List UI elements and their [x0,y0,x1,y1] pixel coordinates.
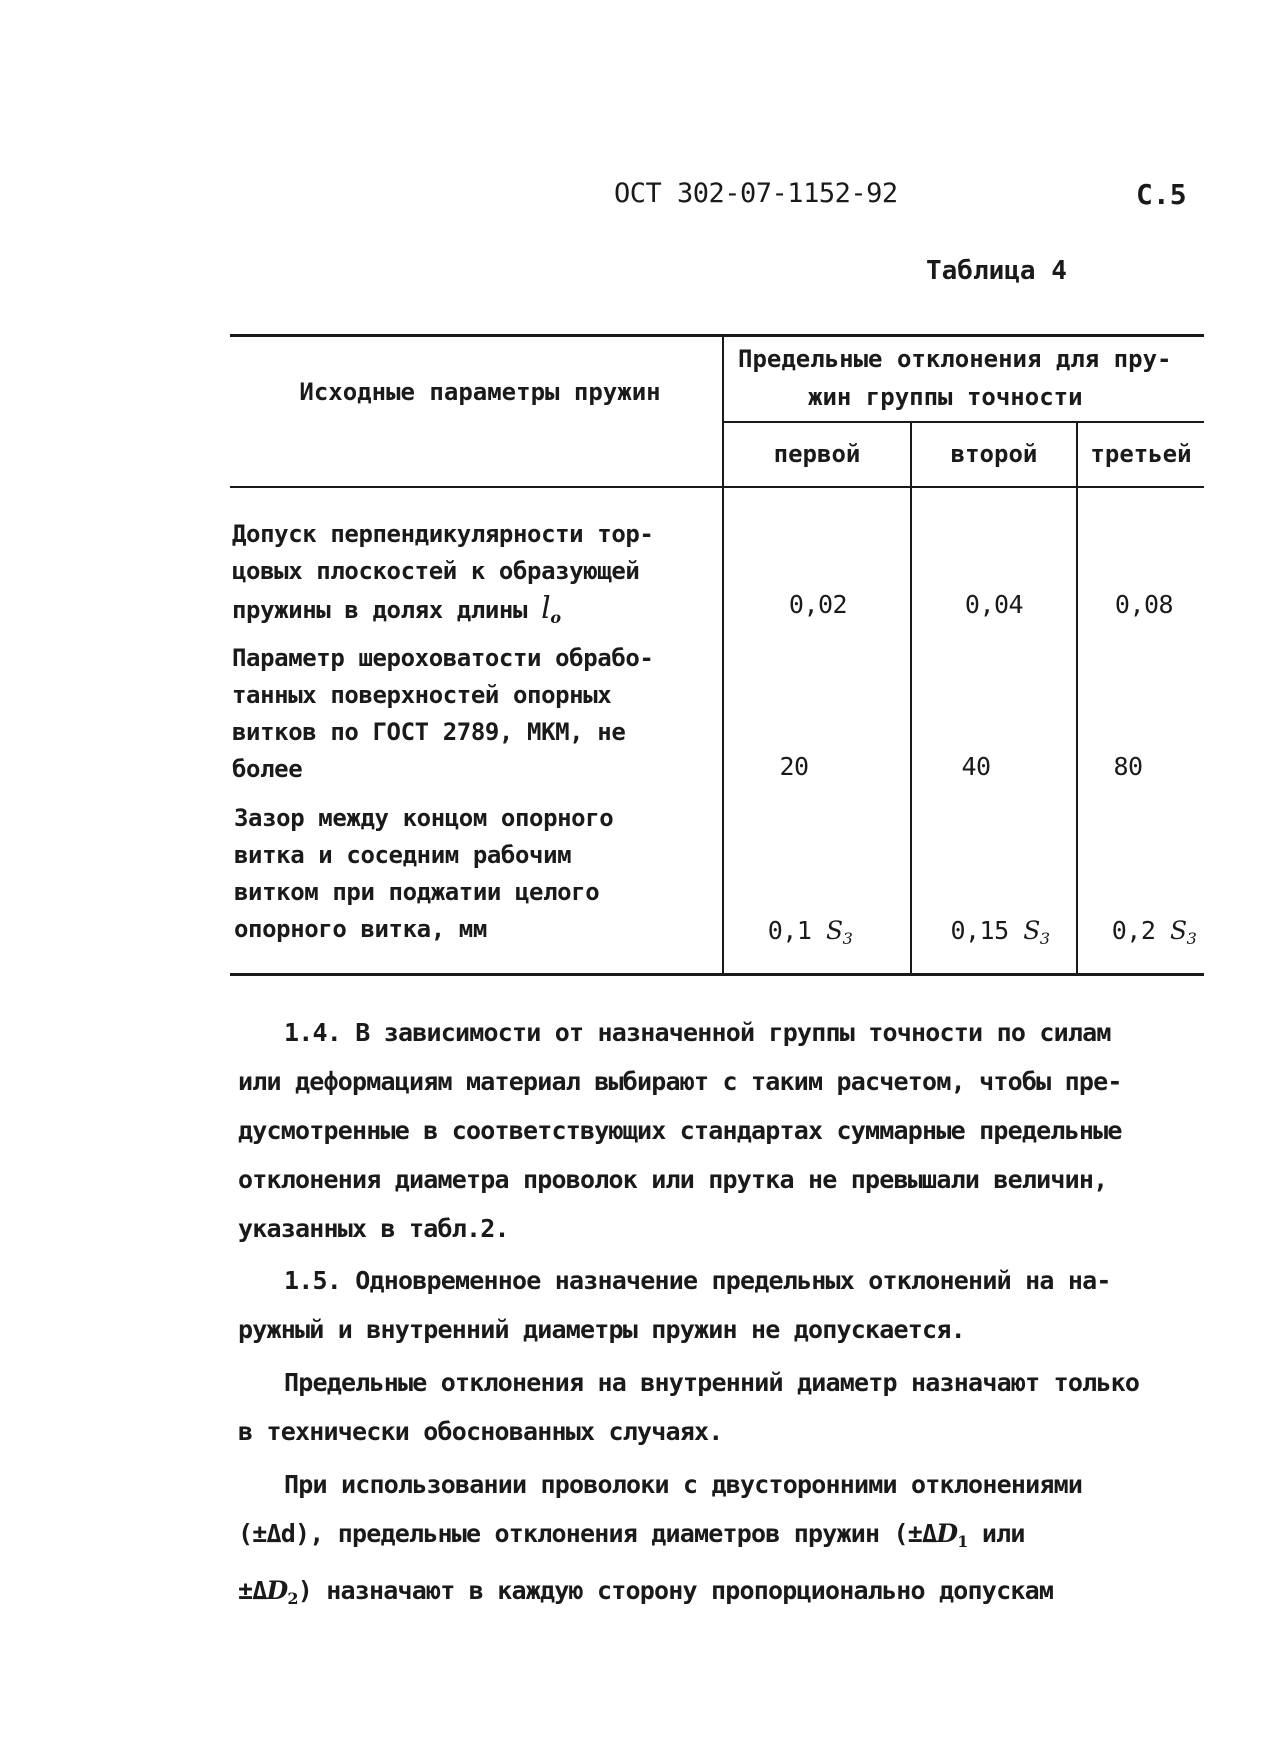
p15-line-1 [238,1256,1198,1305]
coil-gap-symbol-sub: 3 [1039,929,1050,948]
row-2-line-2: танных поверхностей опорных [232,681,612,709]
row-3-val-3 [1074,916,1234,948]
group-header [730,340,1208,416]
diameter-symbol: D [936,1519,958,1548]
row-3-line-3: витком при поджатии целого [234,878,600,906]
p14-line-4: отклонения диаметра проволок или прутка не превышали величин, [238,1165,1108,1194]
coil-gap-symbol: S [1023,916,1040,945]
row-3-line-2: витка и соседним рабочим [234,841,572,869]
coil-gap-symbol-sub: 3 [1186,929,1197,948]
table-label: Таблица 4 [926,256,1067,286]
table-top-rule [230,334,1204,337]
row-1-line-1: Допуск перпендикулярности тор- [232,520,654,548]
p14-line-3: дусмотренные в соответствующих стандартах суммарные предельные [238,1116,1122,1145]
length-symbol-sub: o [550,608,561,627]
paragraph-wire-deviations [238,1460,1198,1623]
p17-line-3-a: ±Δ [238,1576,267,1605]
diameter-sub-2: 2 [287,1589,298,1608]
row-2-val-3: 80 [1113,752,1143,781]
row-2-val-2: 40 [961,752,991,781]
paragraph-1-5 [238,1256,1198,1354]
row-2-line-4: более [232,755,303,783]
row-1-val-3: 0,08 [1114,590,1174,619]
column-divider-1 [722,334,724,973]
p14-line-1 [238,1008,1198,1057]
diameter-sub-1: 1 [957,1532,968,1551]
p17-line-3-b: ) назначают в каждую сторону пропорционально допускам [297,1576,1054,1605]
p17-line-1 [238,1460,1198,1509]
row-1-line-3-text: пружины в долях длины [232,596,528,624]
p15-line-1-text: 1.5. Одновременное назначение предельных отклонений на на- [284,1266,1111,1295]
tolerance-table [230,334,1204,976]
row-1-val-2: 0,04 [964,590,1024,619]
row-1-line-3 [232,590,702,636]
param-header [270,374,690,410]
p17-line-2-b: или [967,1519,1025,1548]
length-symbol: l [541,591,551,626]
row-2-line-3: витков по ГОСТ 2789, МКМ, не [232,718,626,746]
p17-line-2-a: (±Δd), предельные отклонения диаметров пружин (±Δ [238,1519,937,1548]
header-bottom-rule [230,486,1204,488]
p14-line-2: или деформациям материал выбирают с таким расчетом, чтобы пре- [238,1067,1122,1096]
row-2-line-1: Параметр шероховатости обрабо- [232,644,654,672]
subcol-third: третьей [1090,440,1192,468]
coil-gap-symbol: S [825,916,843,945]
row-3-line-4: опорного витка, мм [234,915,487,943]
p17-line-2 [238,1509,1198,1566]
group-header-line-2: жин группы точности [808,383,1083,411]
p17-line-3 [238,1566,1198,1623]
p17-line-1-text: При использовании проволоки с двусторонними отклонениями [284,1470,1083,1499]
row-3-param [234,800,704,948]
row-2-val-1: 20 [779,752,809,781]
paragraph-1-4 [238,1008,1198,1253]
p16-line-2: в технически обоснованных случаях. [238,1417,723,1446]
page-number: С.5 [1136,178,1187,211]
paragraph-internal-diameter [238,1358,1198,1456]
param-header-text: Исходные параметры пружин [299,378,661,406]
diameter-symbol: D [266,1576,288,1605]
subcol-second: второй [950,440,1038,468]
row-1-line-2: цовых плоскостей к образующей [232,557,640,585]
p16-line-1 [238,1358,1198,1407]
row-1-val-1: 0,02 [788,590,848,619]
p14-line-5: указанных в табл.2. [238,1214,509,1243]
coil-gap-symbol-sub: 3 [842,929,853,948]
p16-line-1-text: Предельные отклонения на внутренний диаметр назначают только [284,1368,1140,1397]
group-header-line-1: Предельные отклонения для пру- [738,345,1172,373]
row-3-val-2 [920,916,1080,948]
p15-line-2: ружный и внутренний диаметры пружин не допускается. [238,1315,965,1344]
coil-gap-symbol: S [1169,916,1187,945]
row-3-val-1 [730,916,890,948]
table-bottom-rule [230,973,1204,976]
subcol-first: первой [773,440,861,468]
row-3-val-2-num: 0,15 [950,916,1009,945]
row-2-param [232,640,702,788]
p14-line-1-text: 1.4. В зависимости от назначенной группы точности по силам [284,1018,1111,1047]
subheader-rule [722,421,1204,423]
row-3-line-1: Зазор между концом опорного [234,804,614,832]
row-3-val-1-num: 0,1 [767,916,812,945]
row-3-val-3-num: 0,2 [1111,916,1156,945]
column-divider-3 [1076,421,1078,973]
row-1-param [232,516,702,636]
document-code: ОСТ 302-07-1152-92 [614,178,898,209]
column-divider-2 [910,421,912,973]
